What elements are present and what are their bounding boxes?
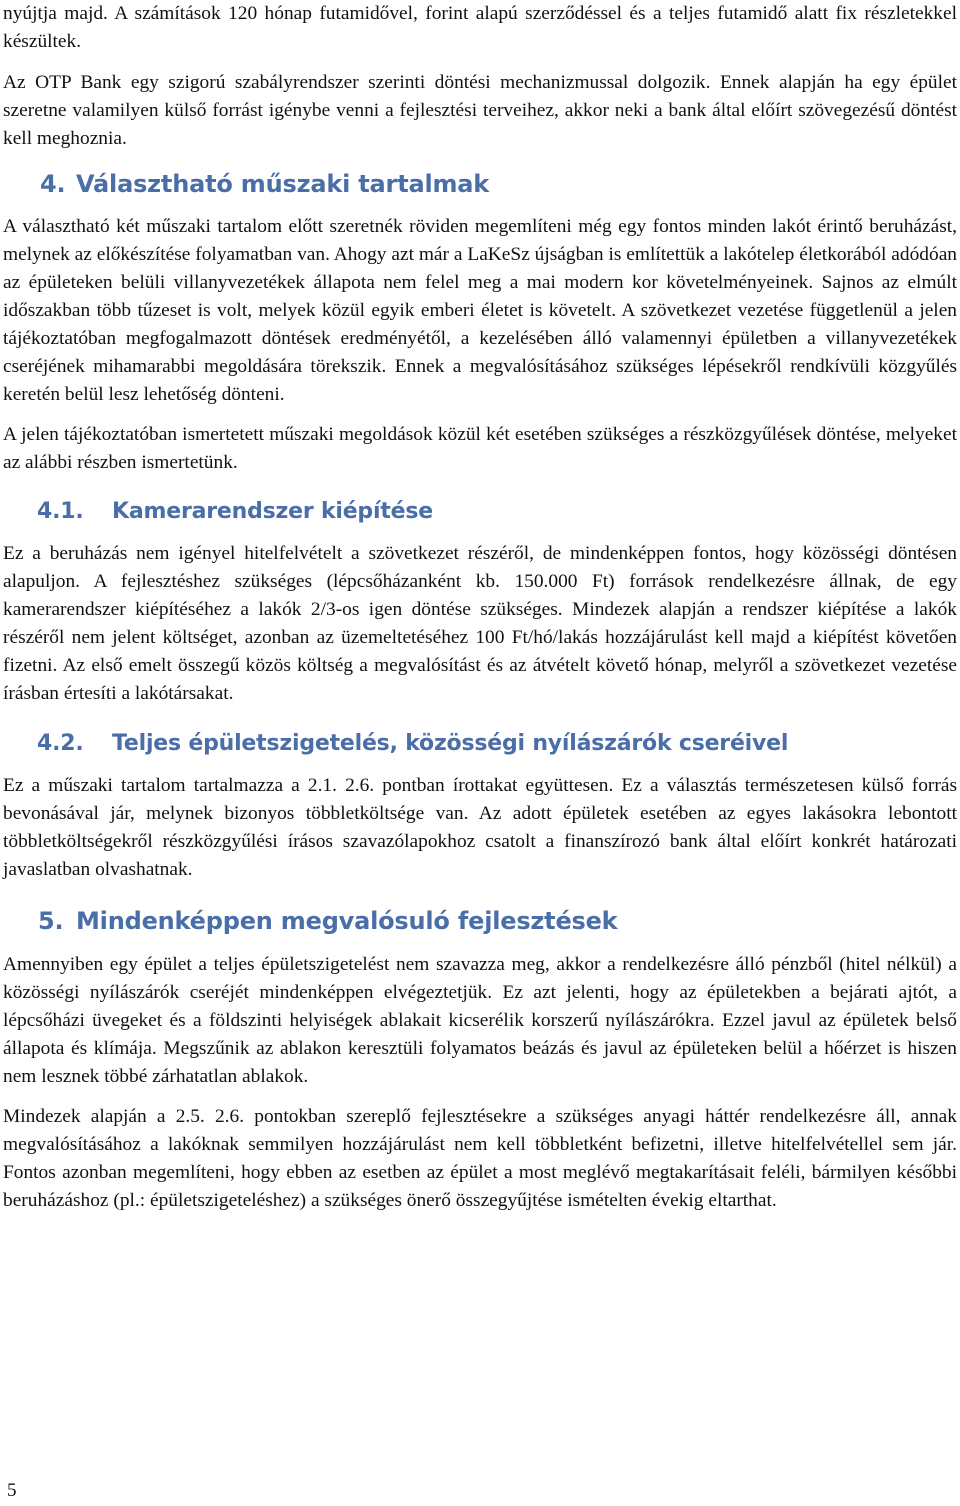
- heading-section-4-2-title: Teljes épületszigetelés, közösségi nyílászárók cseréivel: [112, 731, 789, 756]
- heading-section-4-number: 4.: [40, 170, 66, 198]
- heading-section-5-number: 5.: [38, 907, 64, 935]
- paragraph-section-5-windows: Amennyiben egy épület a teljes épületszigetelést nem szavazza meg, akkor a rendelkezésre álló pénzből (hitel nélkül) a közösségi nyílászárók cseréjét mindenképpen elvégeztetjük. Ez azt jelenti, hogy az épületekben a bejárati ajtót, a lépcsőházi üvegeket és a földszinti helyiségek ablakait kicserélik korszerű nyílászárókra. Ezzel javul az épületek belső állapota és klímája. Megszűnik az ablakon keresztüli folyamatos beázás és javul az épületeken belül a hőérzet is hiszen nem lesznek többé zárhatatlan ablakok.: [3, 954, 957, 1087]
- heading-section-4-1-title: Kamerarendszer kiépítése: [112, 499, 433, 524]
- paragraph-camera-system: Ez a beruházás nem igényel hitelfelvételt a szövetkezet részéről, de mindenképpen fontos, hogy közösségi döntésen alapuljon. A fejlesztéshez szükséges (lépcsőházanként kb. 150.000 Ft) források rendelkezésre állnak, de egy kamerarendszer kiépítéséhez a lakók 2/3-os igen döntése szükséges. Mindezek alapján a rendszer kiépítése a lakók részéről nem jelent költséget, azonban az üzemeltetéséhez 100 Ft/hó/lakás hozzájárulást kell majd a kiépítést követően fizetni. Az első emelt összegű közös költség a megvalósítást és az átvételt követő hónap, melyről a szövetkezet vezetése írásban értesíti a lakótársakat.: [3, 543, 957, 704]
- paragraph-section-5-funding: Mindezek alapján a 2.5. 2.6. pontokban szereplő fejlesztésekre a szükséges anyagi háttér rendelkezésre áll, annak megvalósításához a lakóknak semmilyen hozzájárulást nem kell többletként befizetni, illetve hitelfelvétellel sem jár. Fontos azonban megemlíteni, hogy ebben az esetben az épület a most meglévő megtakarításait feléli, bármilyen későbbi beruházáshoz (pl.: épületszigeteléshez) a szükséges önerő összegyűjtése ismételten évekig eltarthat.: [3, 1106, 957, 1211]
- page-number: 5: [7, 1480, 17, 1501]
- paragraph-section-4-decisions: A jelen tájékoztatóban ismertetett műszaki megoldások közül két esetében szükséges a részközgyűlések döntése, melyeket az alábbi részben ismertetünk.: [3, 424, 957, 473]
- heading-section-4: [3, 169, 957, 199]
- paragraph-otp-bank: Az OTP Bank egy szigorú szabályrendszer szerinti döntési mechanizmussal dolgozik. Ennek alapján ha egy épület szeretne valamilyen külső forrást igénybe venni a fejlesztési terveihez, akkor neki a bank által előírt szövegezésű döntést kell meghoznia.: [3, 72, 957, 149]
- heading-section-4-2-number: 4.2.: [37, 731, 84, 756]
- heading-section-4-title: Választható műszaki tartalmak: [76, 170, 490, 198]
- paragraph-full-insulation: Ez a műszaki tartalom tartalmazza a 2.1. 2.6. pontban írottakat együttesen. Ez a választás természetesen külső forrás bevonásával jár, melynek bizonyos többletköltsége van. Az adott épületek esetében az egyes lakásokra lebontott többletköltségekről részközgyűlési írásos szavazólapokhoz csatolt a finanszírozó bank által előírt konkrét határozati javaslatban olvashatnak.: [3, 775, 957, 880]
- paragraph-section-4-intro: A választható két műszaki tartalom előtt szeretnék röviden megemlíteni még egy fontos minden lakót érintő beruházást, melynek az előkészítése folyamatban van. Ahogy azt már a LaKeSz újságban is említettük a lakótelep életkorából adódóan az épületeken belüli villanyvezetékek állapota nem felel meg a mai modern kor követelményeinek. Sajnos az elmúlt időszakban több tűzeset is volt, melyek közül egyik emberi életet is követelt. A szövetkezet vezetése függetlenül a jelen tájékoztatóban megfogalmazott döntések eredményétől, a kezelésében álló valamennyi épületben a villanyvezetékek cseréjének mihamarabbi megoldására törekszik. Ennek a megvalósításához szükséges lépésekről rendkívüli közgyűlés keretén belül lesz lehetőség dönteni.: [3, 216, 957, 405]
- paragraph-intro-continued: nyújtja majd. A számítások 120 hónap futamidővel, forint alapú szerződéssel és a teljes futamidő alatt fix részletekkel készültek.: [3, 3, 957, 52]
- heading-section-5: [3, 906, 957, 936]
- document-page: [3, 0, 957, 1215]
- heading-section-4-1-number: 4.1.: [37, 499, 84, 524]
- heading-section-4-1: [3, 498, 957, 526]
- heading-section-5-title: Mindenképpen megvalósuló fejlesztések: [76, 907, 618, 935]
- heading-section-4-2: [3, 730, 957, 758]
